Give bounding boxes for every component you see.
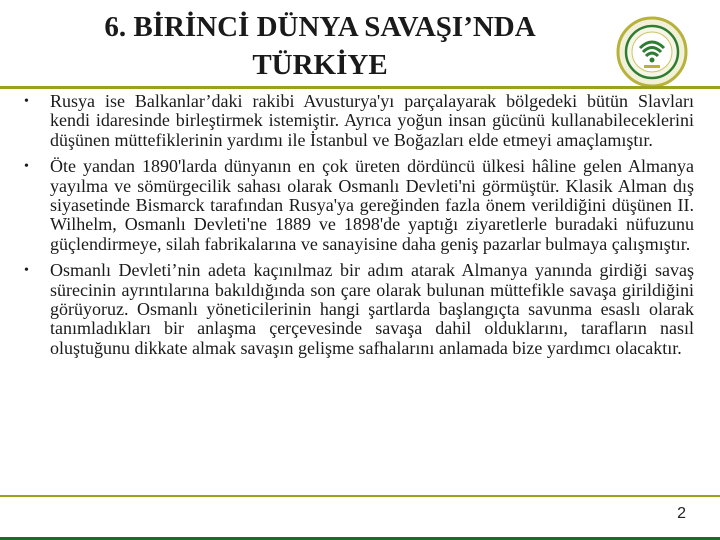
title-line-2: TÜRKİYE [252,49,388,81]
page-number: 2 [677,505,686,522]
bullet-marker: • [24,159,29,175]
footer-divider [0,495,720,497]
university-seal-icon [614,14,690,90]
list-item [22,157,694,254]
bullet-marker: • [24,94,29,109]
bullet-text: Öte yandan 1890'larda dünyanın en çok üreten dördüncü ülkesi hâline gelen Almanya yayılma ve sömürgecilik sahası olarak Osmanlı Devleti'ni görmüştür. Klasik Alman dış siyasetinde Bismarck tarafından Rusya'ya gereğinden fazla önem verildiğini düşünen II. Wilhelm, Osmanlı Devleti'ne 1889 ve 1898'de yaptığı ziyaretlerle buradaki nüfuzunu güçlendirmeye, silah fabrikalarına ve sanayisine daha geniş pazarlar bulmaya çalışmıştır. [50,156,694,254]
list-item [22,92,694,150]
bullet-list [22,92,694,365]
bullet-text: Rusya ise Balkanlar’daki rakibi Avusturya'yı parçalayarak bölgedeki bütün Slavları kendi idaresinde birleştirmek istemiştir. Ayrıca yoğun insan gücünü kullanabileceklerini düşünen müttefiklerinin yardımı ile İstanbul ve Boğazları elde etmeyi amaçlamıştır. [50,91,694,150]
list-item [22,261,694,358]
title-divider [0,86,720,89]
bullet-marker: • [24,263,29,279]
slide-title [40,8,600,84]
title-line-1: 6. BİRİNCİ DÜNYA SAVAŞI’NDA [104,11,536,43]
bullet-text: Osmanlı Devleti’nin adeta kaçınılmaz bir adım atarak Almanya yanında girdiği savaş sürecinin ayrıntılarına bakıldığında son çare olarak bulunan müttefikle savaşa girildiğini görüyoruz. Osmanlı yöneticilerinin hangi şartlarda başlangıçta savunma esaslı olarak tanımladıkları bir anlaşma çerçevesinde savaşa dahil olduklarını, tarafların nasıl oluştuğunu dikkate almak savaşın gelişme safhalarını anlamada bize yardımcı olacaktır. [50,260,694,358]
